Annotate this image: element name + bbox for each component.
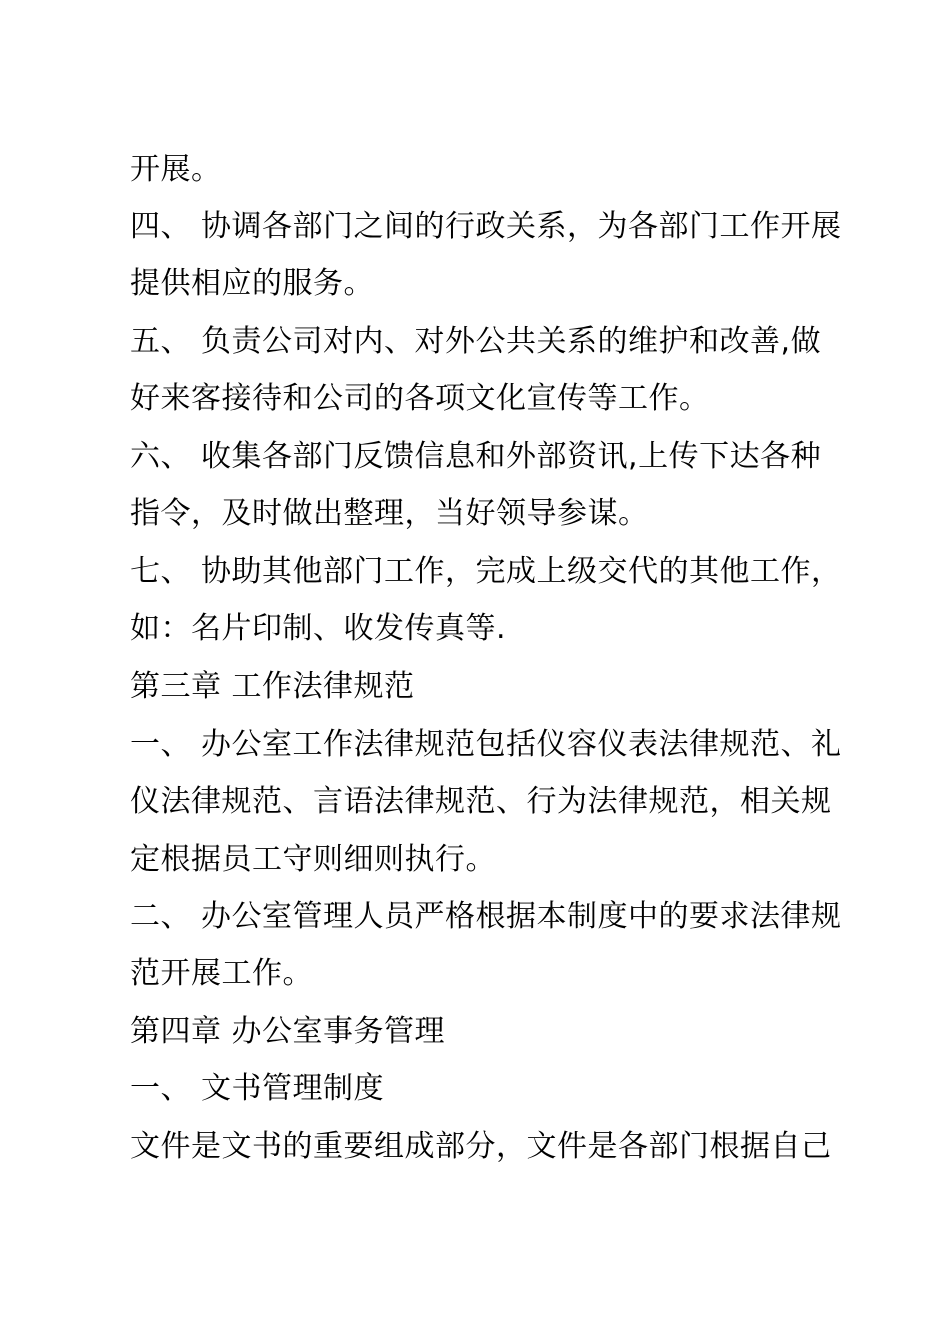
text-line: 范开展工作。	[130, 956, 313, 991]
section-heading: 一、 文书管理制度	[130, 1071, 385, 1106]
text-line: 定根据员工守则细则执行。	[130, 842, 496, 877]
chapter-heading-4: 第四章 办公室事务管理	[130, 1014, 446, 1049]
text-line: 文件是文书的重要组成部分，文件是各部门根据自己	[130, 1129, 832, 1164]
text-line: 仪法律规范、言语法律规范、行为法律规范，相关规	[130, 784, 832, 819]
list-item-2: 二、 办公室管理人员严格根据本制度中的要求法律规	[130, 899, 842, 934]
text-line: 指令，及时做出整理，当好领导参谋。	[130, 496, 649, 531]
text-line: 开展。	[130, 152, 222, 187]
text-line: 如：名片印制、收发传真等.	[130, 611, 507, 646]
text-line: 提供相应的服务。	[130, 266, 374, 301]
list-item-6: 六、 收集各部门反馈信息和外部资讯,上传下达各种	[130, 439, 822, 474]
list-item-1: 一、 办公室工作法律规范包括仪容仪表法律规范、礼	[130, 727, 842, 762]
list-item-5: 五、 负责公司对内、对外公共关系的维护和改善,做	[130, 324, 822, 359]
list-item-7: 七、 协助其他部门工作，完成上级交代的其他工作，	[130, 554, 842, 589]
text-line: 好来客接待和公司的各项文化宣传等工作。	[130, 381, 710, 416]
chapter-heading-3: 第三章 工作法律规范	[130, 669, 415, 704]
list-item-4: 四、 协调各部门之间的行政关系，为各部门工作开展	[130, 209, 842, 244]
